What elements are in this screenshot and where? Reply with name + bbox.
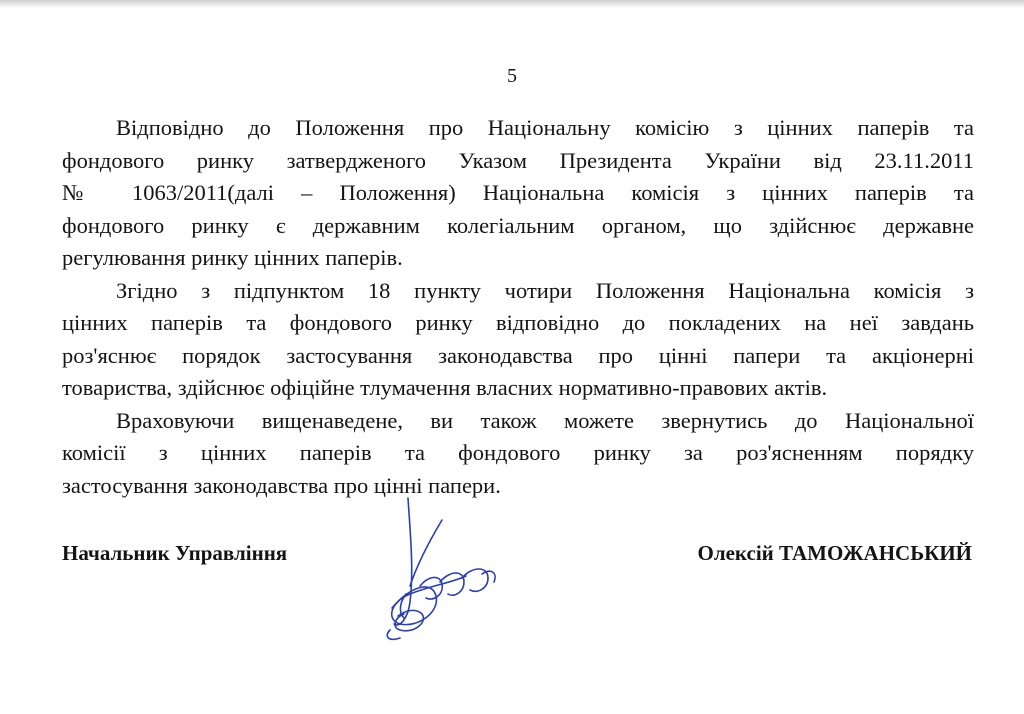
text-line: застосування законодавства про цінні папери. (62, 472, 501, 498)
scan-edge-shadow (0, 0, 1024, 8)
text-line: № 1063/2011(далі – Положення) Національна комісія з цінних паперів та (62, 180, 974, 205)
document-body (62, 112, 974, 502)
paragraph-2 (62, 275, 974, 405)
paragraph-3 (62, 405, 974, 503)
signatory-name: Олексій ТАМОЖАНСЬКИЙ (697, 541, 972, 565)
paragraph-1 (62, 112, 974, 275)
handwritten-signature (370, 490, 520, 650)
signatory-title: Начальник Управління (62, 541, 288, 565)
text-line: Враховуючи вищенаведене, ви також можете звернутись до Національної (116, 407, 974, 433)
text-line: Відповідно до Положення про Національну комісію з цінних паперів та (116, 115, 974, 140)
text-line: роз'яснює порядок застосування законодавства про цінні папери та акціонерні (62, 342, 974, 368)
text-line: Згідно з підпунктом 18 пункту чотири Положення Національна комісія з (116, 277, 974, 303)
page-number: 5 (507, 65, 517, 87)
text-line: комісії з цінних паперів та фондового ринку за роз'ясненням порядку (62, 440, 974, 465)
text-line: фондового ринку є державним колегіальним органом, що здійснює державне (62, 212, 974, 238)
text-line: товариства, здійснює офіційне тлумачення власних нормативно-правових актів. (62, 375, 828, 400)
text-line: регулювання ринку цінних паперів. (62, 245, 403, 270)
text-line: цінних паперів та фондового ринку відповідно до покладених на неї завдань (62, 310, 974, 335)
text-line: фондового ринку затвердженого Указом Президента України від 23.11.2011 (62, 147, 974, 173)
